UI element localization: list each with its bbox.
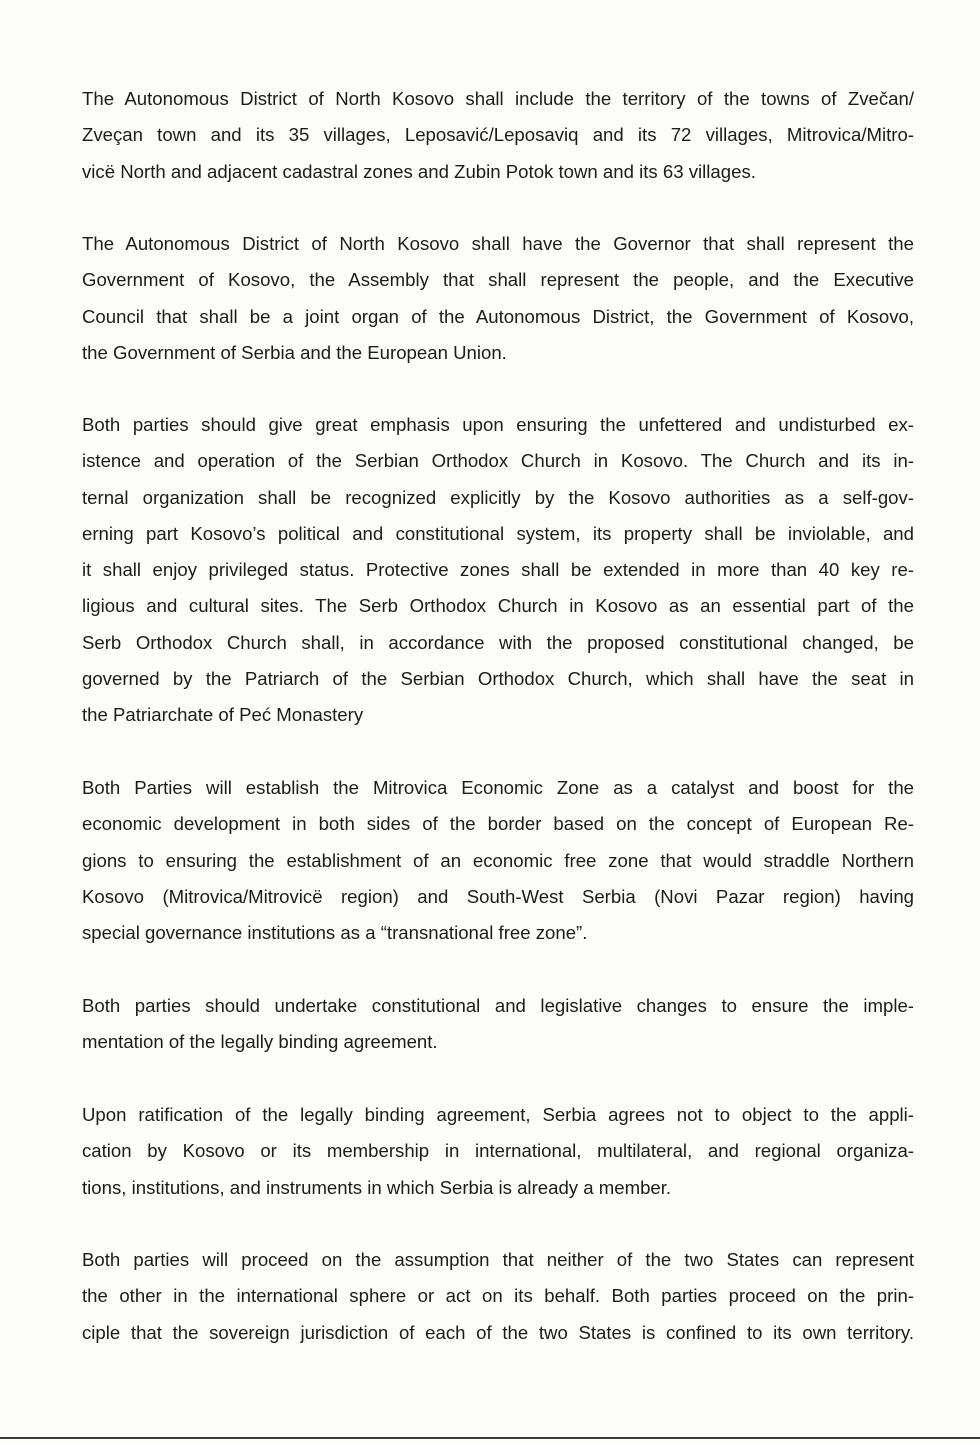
paragraph-economic-zone xyxy=(82,770,914,951)
text-line: Both parties will proceed on the assumption that neither of the two States can represent xyxy=(82,1249,914,1270)
text-line: governed by the Patriarch of the Serbian Orthodox Church, which shall have the seat in xyxy=(82,668,914,690)
text-line: Both Parties will establish the Mitrovica Economic Zone as a catalyst and boost for the xyxy=(82,777,914,798)
paragraph-orthodox-church xyxy=(82,407,914,734)
text-line: mentation of the legally binding agreement. xyxy=(82,1031,438,1053)
text-line: ternal organization shall be recognized explicitly by the Kosovo authorities as a self-gov- xyxy=(82,486,914,508)
text-line: economic development in both sides of the border based on the concept of European Re- xyxy=(82,813,914,835)
text-line: istence and operation of the Serbian Orthodox Church in Kosovo. The Church and its in- xyxy=(82,450,914,472)
text-line: Both parties should give great emphasis upon ensuring the unfettered and undisturbed ex- xyxy=(82,414,914,435)
text-line: the Patriarchate of Peć Monastery xyxy=(82,704,364,726)
text-line: it shall enjoy privileged status. Protective zones shall be extended in more than 40 key re- xyxy=(82,559,914,581)
text-line: the other in the international sphere or act on its behalf. Both parties proceed on the prin- xyxy=(82,1285,914,1307)
paragraph-membership xyxy=(82,1097,914,1206)
text-line: tions, institutions, and instruments in which Serbia is already a member. xyxy=(82,1176,672,1198)
text-line: Kosovo (Mitrovica/Mitrovicë region) and South-West Serbia (Novi Pazar region) having xyxy=(82,885,914,907)
text-line: The Autonomous District of North Kosovo shall include the territory of the towns of Zvečan/ xyxy=(82,88,914,109)
text-line: gions to ensuring the establishment of an economic free zone that would straddle Northern xyxy=(82,849,914,871)
text-line: Upon ratification of the legally binding agreement, Serbia agrees not to object to the appli- xyxy=(82,1104,914,1125)
text-line: Government of Kosovo, the Assembly that shall represent the people, and the Executive xyxy=(82,269,914,291)
paragraph-district-territory xyxy=(82,81,914,190)
page-bottom-divider xyxy=(0,1437,980,1439)
text-line: Both parties should undertake constitutional and legislative changes to ensure the imple- xyxy=(82,995,914,1016)
text-line: The Autonomous District of North Kosovo shall have the Governor that shall represent the xyxy=(82,233,914,254)
text-line: Zveçan town and its 35 villages, Leposavić/Leposaviq and its 72 villages, Mitrovica/Mitro- xyxy=(82,124,914,146)
paragraph-district-governance xyxy=(82,226,914,371)
text-line: Council that shall be a joint organ of the Autonomous District, the Government of Kosovo, xyxy=(82,305,914,327)
text-line: Serb Orthodox Church shall, in accordance with the proposed constitutional changed, be xyxy=(82,631,914,653)
paragraph-sovereign-jurisdiction xyxy=(82,1242,914,1351)
text-line: vicë North and adjacent cadastral zones and Zubin Potok town and its 63 villages. xyxy=(82,160,756,182)
text-line: erning part Kosovo’s political and constitutional system, its property shall be inviolable, and xyxy=(82,522,914,544)
text-line: cation by Kosovo or its membership in international, multilateral, and regional organiza- xyxy=(82,1140,914,1162)
text-line: the Government of Serbia and the European Union. xyxy=(82,341,507,363)
paragraph-constitutional-changes xyxy=(82,988,914,1061)
text-line: ciple that the sovereign jurisdiction of each of the two States is confined to its own territory. xyxy=(82,1321,914,1343)
text-line: ligious and cultural sites. The Serb Orthodox Church in Kosovo as an essential part of the xyxy=(82,595,914,617)
text-line: special governance institutions as a “transnational free zone”. xyxy=(82,922,588,944)
